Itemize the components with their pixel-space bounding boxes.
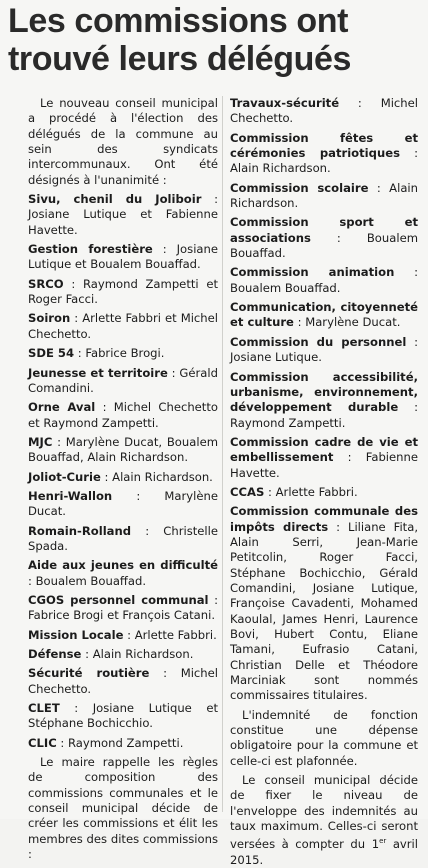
delegate-entry	[28, 470, 218, 485]
entry-heading: Romain-Rolland	[28, 523, 132, 538]
entry-separator: :	[28, 573, 36, 588]
entry-separator: :	[167, 365, 180, 380]
entry-heading: Commission animation	[230, 265, 395, 280]
entry-heading: Défense	[28, 647, 82, 661]
entry-heading: Commission fêtes et cérémonies patriotiques	[230, 130, 418, 161]
entry-heading: Communication, citoyenneté et culture	[230, 300, 418, 330]
entry-names: Raymond Zampetti.	[230, 415, 346, 430]
delegate-entry	[28, 489, 218, 520]
entry-separator: :	[123, 627, 135, 642]
entry-names: Fabrice Brogi et François Catani.	[28, 608, 215, 623]
entry-heading: Soiron	[28, 311, 71, 326]
delegate-entry	[28, 277, 218, 308]
date-month-year: avril 2015.	[230, 837, 419, 867]
delegate-entry	[230, 96, 418, 127]
delegate-entry	[28, 736, 218, 751]
entry-separator: :	[59, 701, 93, 716]
delegate-entry	[230, 300, 418, 331]
entry-heading: Sivu, chenil du Joliboir	[28, 192, 202, 207]
delegate-entry	[230, 335, 418, 366]
entry-heading: Mission Locale	[28, 627, 124, 642]
delegate-entry	[28, 524, 218, 555]
entry-separator: :	[95, 400, 114, 415]
entry-separator: :	[328, 519, 348, 534]
entry-separator: :	[56, 735, 68, 750]
indemnity-paragraph: L'indemnité de fonction constitue une dépense obligatoire pour la commune et celle-ci est plafonnée.	[230, 707, 418, 768]
entry-names: Alain Richardson.	[112, 469, 213, 484]
delegate-entry	[28, 311, 218, 342]
delegate-entry	[230, 485, 418, 500]
entry-names: Marylène Ducat.	[28, 488, 218, 519]
entry-separator: :	[394, 265, 418, 280]
entry-separator: :	[112, 488, 165, 503]
entry-heading: Sécurité routière	[28, 666, 150, 681]
entry-names: Marylène Ducat, Boualem Bouaffad, Alain Richardson.	[28, 434, 218, 465]
delegate-entry	[230, 215, 418, 261]
entry-heading: Commission du personnel	[230, 334, 407, 349]
entry-heading: CLET	[28, 701, 60, 716]
entry-heading: Commission sport et associations	[230, 215, 418, 245]
delegate-entry	[230, 435, 418, 481]
delegate-entry	[28, 647, 218, 662]
left-entries	[28, 192, 218, 751]
delegate-entry	[28, 666, 218, 697]
entry-names: Christelle Spada.	[28, 523, 218, 553]
delegate-entry	[28, 701, 218, 732]
entry-heading: Orne Aval	[28, 400, 96, 415]
entry-names: Alain Richardson.	[230, 180, 418, 211]
entry-heading: Aide aux jeunes en difficulté	[28, 558, 218, 573]
entry-names: Michel Chechetto et Raymond Zampetti.	[28, 400, 218, 430]
entry-separator: :	[70, 311, 83, 326]
council-decision-paragraph	[230, 773, 418, 868]
delegate-entry	[230, 265, 418, 296]
entry-names: Josiane Lutique et Boualem Bouaffad.	[28, 242, 218, 272]
entry-names: Michel Chechetto.	[230, 96, 418, 126]
council-decision-text: Le conseil municipal décide de fixer le niveau de l'enveloppe des indemnités au taux maximum. Celles-ci seront versées à compter du	[230, 773, 418, 852]
entry-separator: :	[81, 647, 93, 661]
entry-names: Arlette Fabbri.	[134, 627, 217, 642]
column-divider	[222, 96, 223, 812]
entry-heading: Commission communale des impôts directs	[230, 504, 418, 534]
entry-names: Fabienne Havette.	[230, 450, 418, 480]
delegate-entry	[28, 346, 218, 361]
left-column	[28, 96, 219, 862]
entry-names: Boualem Bouaffad.	[230, 280, 341, 295]
entry-names: Alain Richardson.	[230, 161, 331, 176]
entry-separator: :	[310, 230, 367, 245]
entry-heading: MJC	[28, 434, 53, 449]
entry-heading: Commission cadre de vie et embellissement	[230, 434, 418, 465]
entry-names: Josiane Lutique.	[230, 350, 322, 365]
entry-names: Josiane Lutique et Stéphane Bochicchio.	[28, 701, 219, 731]
entry-separator: :	[149, 666, 181, 681]
entry-separator: :	[398, 400, 418, 415]
entry-names: Raymond Zampetti.	[68, 735, 184, 750]
delegate-entry	[230, 131, 418, 177]
date-day: 1	[371, 837, 380, 852]
entry-separator: :	[63, 276, 83, 291]
entry-heading: CLIC	[28, 735, 57, 750]
delegate-entry	[28, 242, 218, 273]
delegate-entry	[28, 435, 218, 466]
entry-names: Arlette Fabbri.	[275, 484, 358, 499]
outro-paragraph: Le maire rappelle les règles de composition des commissions communales et le conseil municipal décide de créer les commissions et élit les membres des dites commissions :	[28, 755, 218, 862]
delegate-entry	[28, 593, 218, 624]
headline: Les commissions ont trouvé leurs délégués	[8, 2, 352, 78]
delegate-entry	[28, 558, 218, 589]
entry-names: Marylène Ducat.	[305, 315, 401, 330]
entry-separator: :	[131, 523, 164, 538]
entry-names: Fabrice Brogi.	[85, 346, 165, 361]
entry-heading: Commission scolaire	[230, 180, 369, 195]
delegate-entry	[28, 628, 218, 643]
delegate-entry	[28, 192, 218, 238]
entry-heading: CGOS personnel communal	[28, 592, 209, 607]
entry-names: Alain Richardson.	[92, 647, 194, 661]
entry-separator: :	[208, 592, 218, 607]
entry-names: Josiane Lutique et Fabienne Havette.	[28, 207, 218, 237]
entry-heading: SRCO	[28, 276, 64, 291]
entry-heading: Commission accessibilité, urbanisme, environnement, développement durable	[230, 369, 418, 415]
right-column	[230, 96, 419, 867]
entry-names: Gérald Comandini.	[28, 365, 218, 395]
delegate-entry	[230, 181, 418, 212]
entry-separator: :	[399, 146, 419, 161]
right-entries	[230, 96, 418, 704]
delegate-entry	[230, 370, 418, 431]
entry-separator: :	[333, 450, 366, 465]
entry-names: Raymond Zampetti et Roger Facci.	[28, 276, 218, 307]
entry-heading: Joliot-Curie	[28, 469, 101, 484]
delegate-entry	[28, 366, 218, 397]
entry-heading: CCAS	[230, 484, 265, 499]
entry-names: Liliane Fita, Alain Serri, Jean-Marie Petitcolin, Roger Facci, Stéphane Bochicchio, Gérald Comandini, Josiane Lutique, Françoise Cavadenti, Mohamed Kaoulal, James Henri, Laurence Bovi, Hubert Contu, Eliane Tamani, Eufrasio Catani, Christian Delle et Théodore Marciniak sont nommés commissaires titulaires.	[230, 519, 419, 703]
entry-names: Michel Chechetto.	[28, 666, 219, 696]
entry-separator: :	[339, 96, 381, 110]
intro-paragraph: Le nouveau conseil municipal a procédé à l'élection des délégués de la commune au sein des syndicats intercommunaux. Ont été désignés à l'unanimité :	[28, 96, 218, 187]
entry-separator: :	[264, 484, 276, 499]
entry-separator: :	[293, 315, 306, 330]
entry-heading: SDE 54	[28, 346, 75, 361]
entry-separator: :	[406, 334, 418, 349]
entry-heading: Jeunesse et territoire	[28, 365, 168, 380]
date-ordinal: er	[379, 837, 387, 846]
entry-separator: :	[74, 346, 86, 361]
entry-names: Boualem Bouaffad.	[230, 230, 418, 261]
entry-heading: Travaux-sécurité	[230, 96, 340, 110]
delegate-entry	[28, 400, 218, 431]
entry-separator: :	[368, 180, 390, 195]
entry-names: Boualem Bouaffad.	[35, 573, 147, 588]
delegate-entry	[230, 504, 418, 703]
entry-separator: :	[52, 434, 66, 449]
entry-heading: Gestion forestière	[28, 242, 153, 257]
entry-names: Arlette Fabbri et Michel Chechetto.	[28, 311, 218, 341]
entry-separator: :	[100, 469, 113, 484]
entry-heading: Henri-Wallon	[28, 488, 113, 503]
entry-separator: :	[152, 242, 177, 257]
entry-separator: :	[201, 192, 219, 207]
